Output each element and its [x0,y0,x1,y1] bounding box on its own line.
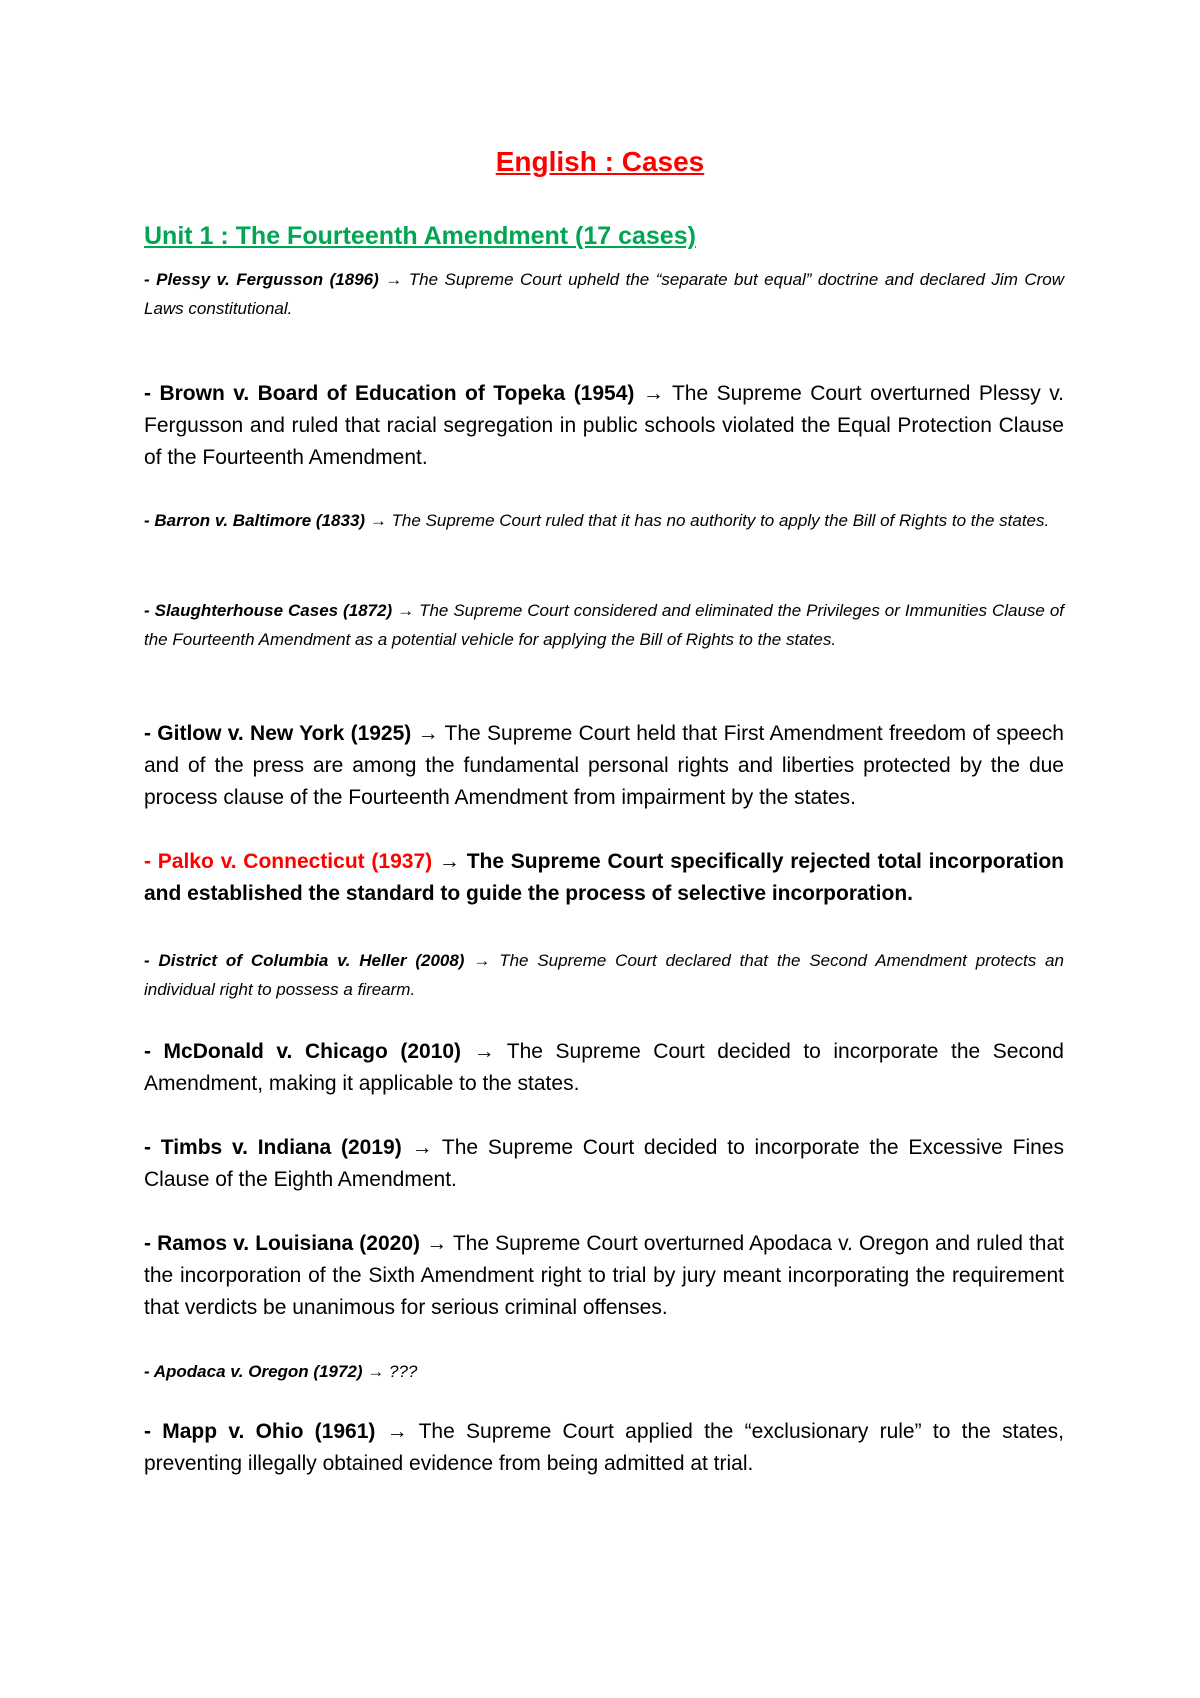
case-summary: The Supreme Court held that First Amendment freedom of speech and of the press are among the fundamental personal rights and liberties protected by the due process clause of the Fourteenth Amendment from impairment by the states. [144,722,1064,809]
case-entry [144,1036,1064,1100]
arrow-icon: → [411,1136,433,1159]
case-entry [144,1132,1064,1196]
arrow-icon: → [473,1040,495,1063]
case-summary: The Supreme Court declared that the Second Amendment protects an individual right to possess a firearm. [144,951,1064,999]
unit-heading: Unit 1 : The Fourteenth Amendment (17 cases) [144,222,696,250]
case-summary: The Supreme Court decided to incorporate the Second Amendment, making it applicable to the states. [144,1040,1064,1095]
case-summary: The Supreme Court specifically rejected total incorporation and established the standard to guide the process of selective incorporation. [144,850,1064,905]
case-name: - Barron v. Baltimore (1833) [144,511,366,530]
case-summary: The Supreme Court overturned Apodaca v. Oregon and ruled that the incorporation of the Sixth Amendment right to trial by jury meant incorporating the requirement that verdicts be unanimous for serious criminal offenses. [144,1232,1064,1319]
case-summary: The Supreme Court ruled that it has no authority to apply the Bill of Rights to the states. [391,511,1050,530]
case-summary: The Supreme Court upheld the “separate but equal” doctrine and declared Jim Crow Laws constitutional. [144,270,1065,318]
document-title: English : Cases [495,146,705,177]
case-name: - Brown v. Board of Education of Topeka (1954) [144,382,635,405]
case-entry [144,506,1064,535]
case-name: - Ramos v. Louisiana (2020) [144,1232,421,1255]
case-entry [144,1357,1064,1386]
arrow-icon: → [438,850,460,873]
case-name: - Gitlow v. New York (1925) [144,722,412,745]
arrow-icon: → [473,951,491,970]
case-name: - Palko v. Connecticut (1937) [144,850,433,873]
case-name: - District of Columbia v. Heller (2008) [144,951,465,970]
case-name: - Plessy v. Fergusson (1896) [144,270,379,289]
case-name: - Apodaca v. Oregon (1972) [144,1362,363,1381]
arrow-icon: → [397,601,415,620]
case-name: - McDonald v. Chicago (2010) [144,1040,462,1063]
case-entry-highlighted [144,846,1064,910]
case-summary: The Supreme Court decided to incorporate the Excessive Fines Clause of the Eighth Amendment. [144,1136,1064,1191]
case-entry [144,378,1064,474]
arrow-icon: → [417,722,439,745]
case-entry [144,1416,1064,1480]
case-summary: ??? [389,1362,418,1381]
case-summary: The Supreme Court overturned Plessy v. Fergusson and ruled that racial segregation in public schools violated the Equal Protection Clause of the Fourteenth Amendment. [144,382,1064,469]
arrow-icon: → [385,270,403,289]
arrow-icon: → [642,382,664,405]
case-entry [144,265,1064,323]
case-entry [144,946,1064,1004]
arrow-icon: → [367,1362,385,1381]
case-entry [144,1228,1064,1324]
case-name: - Timbs v. Indiana (2019) [144,1136,402,1159]
case-entry [144,718,1064,814]
case-name: - Slaughterhouse Cases (1872) [144,601,393,620]
arrow-icon: → [369,511,387,530]
case-summary: The Supreme Court applied the “exclusionary rule” to the states, preventing illegally obtained evidence from being admitted at trial. [144,1420,1064,1475]
case-summary: The Supreme Court considered and eliminated the Privileges or Immunities Clause of the Fourteenth Amendment as a potential vehicle for applying the Bill of Rights to the states. [144,601,1065,649]
case-entry [144,596,1064,654]
arrow-icon: → [426,1232,448,1255]
arrow-icon: → [386,1420,408,1443]
case-name: - Mapp v. Ohio (1961) [144,1420,376,1443]
